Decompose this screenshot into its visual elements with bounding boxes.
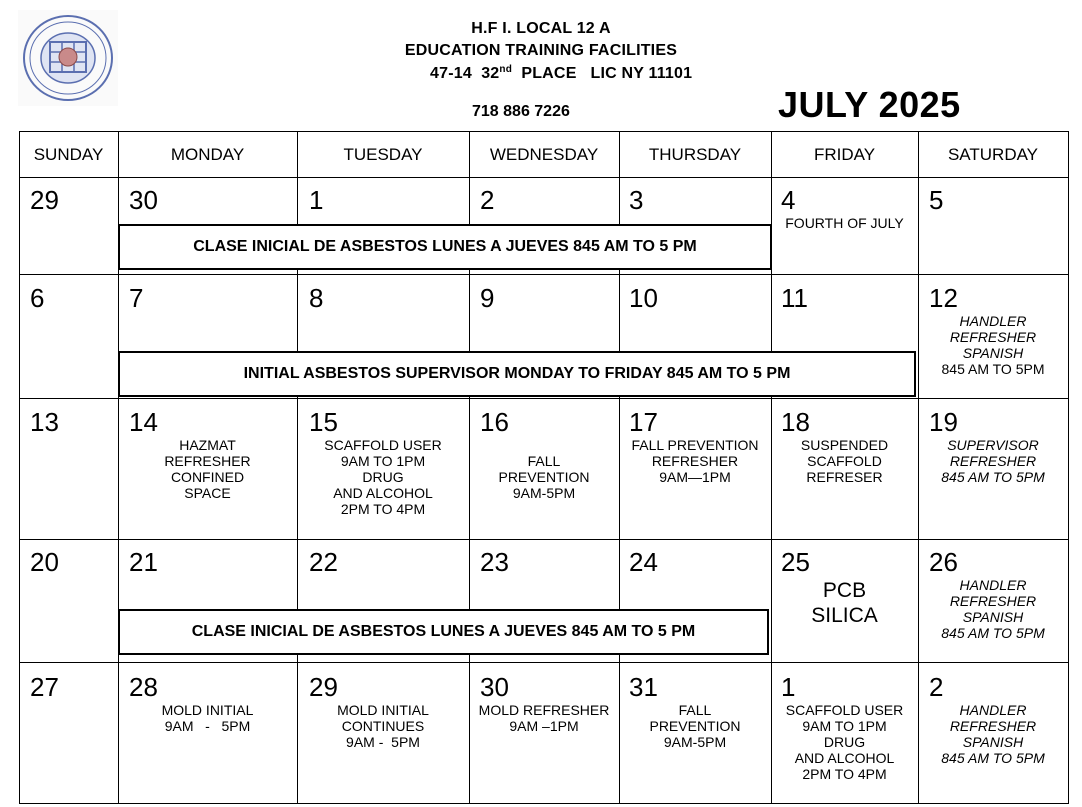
event-line: REFRESHER [949, 453, 1037, 469]
day-number: 30 [129, 185, 158, 215]
address-number: 47-14 32 [430, 65, 500, 82]
day-number: 18 [781, 407, 810, 437]
day-number: 28 [129, 672, 158, 702]
event-line: AND ALCOHOL [794, 750, 895, 766]
event-line: 9AM—1PM [659, 469, 731, 485]
event-pcb-silica [771, 578, 918, 628]
event-line: PCB [822, 579, 867, 602]
grid-line [19, 398, 1069, 399]
event-fall-prevention-refresher [619, 437, 771, 485]
day-number: 20 [30, 547, 59, 577]
day-number: 7 [129, 283, 144, 313]
grid-line [19, 803, 1069, 804]
day-number: 29 [309, 672, 338, 702]
grid-line [19, 274, 1069, 275]
event-handler-refresher [918, 577, 1068, 641]
event-line: SCAFFOLD USER [785, 702, 904, 718]
day-number: 16 [480, 407, 509, 437]
dayname-sunday: SUNDAY [33, 145, 104, 164]
event-mold-refresher [469, 702, 619, 734]
day-number: 13 [30, 407, 59, 437]
day-number: 24 [629, 547, 658, 577]
event-supervisor-refresher [918, 437, 1068, 485]
event-line: SUSPENDED [800, 437, 889, 453]
event-line: 9AM - 5PM [346, 734, 420, 750]
event-line: MOLD REFRESHER [478, 702, 610, 718]
day-number: 29 [30, 185, 59, 215]
event-line: 9AM TO 1PM [340, 453, 426, 469]
event-scaffold-user [297, 437, 469, 517]
phone-number: 718 886 7226 [472, 103, 570, 120]
event-scaffold-user [771, 702, 918, 782]
address-street: PLACE LIC NY 11101 [512, 65, 693, 82]
event-line: HANDLER [959, 702, 1027, 718]
address-suffix: nd [499, 64, 513, 75]
event-line: REFRESHER [949, 718, 1037, 734]
event-line: FALL [678, 702, 712, 718]
event-line: REFRESHER [949, 593, 1037, 609]
event-line: CONTINUES [341, 718, 425, 734]
facility-name: EDUCATION TRAINING FACILITIES [404, 42, 678, 59]
day-number: 1 [781, 672, 796, 702]
event-handler-refresher [918, 313, 1068, 377]
event-hazmat [118, 437, 297, 501]
event-line: 2PM TO 4PM [802, 766, 887, 782]
day-number: 14 [129, 407, 158, 437]
dayname-tuesday: TUESDAY [343, 145, 423, 164]
event-line: MOLD INITIAL [161, 702, 254, 718]
day-number: 31 [629, 672, 658, 702]
event-line: SPANISH [962, 734, 1024, 750]
day-number: 11 [781, 283, 808, 313]
event-line: REFRESHER [949, 329, 1037, 345]
event-line: DRUG [823, 734, 866, 750]
event-fall-prevention [619, 702, 771, 750]
event-line: SPACE [184, 485, 231, 501]
day-number: 27 [30, 672, 59, 702]
dayname-monday: MONDAY [170, 145, 245, 164]
event-handler-refresher [918, 702, 1068, 766]
event-suspended-scaffold [771, 437, 918, 485]
event-line: 9AM-5PM [512, 485, 576, 501]
day-number: 9 [480, 283, 495, 313]
event-line: SILICA [811, 604, 878, 627]
event-mold-initial-continues [297, 702, 469, 750]
event-fall-prevention [469, 453, 619, 501]
event-line: 845 AM TO 5PM [941, 469, 1045, 485]
banner-asbestos-initial-spanish: CLASE INICIAL DE ASBESTOS LUNES A JUEVES 845 AM TO 5 PM [118, 609, 769, 655]
event-line: PREVENTION [498, 469, 590, 485]
grid-line [19, 131, 20, 804]
event-line: PREVENTION [649, 718, 741, 734]
day-number: 4 [781, 185, 796, 215]
day-number: 6 [30, 283, 45, 313]
event-line: SCAFFOLD [807, 453, 882, 469]
month-title: JULY 2025 [778, 84, 961, 125]
event-line: AND ALCOHOL [333, 485, 433, 501]
day-number: 10 [629, 283, 658, 313]
day-number: 21 [129, 547, 158, 577]
day-number: 8 [309, 283, 324, 313]
day-number: 2 [929, 672, 944, 702]
event-line: SCAFFOLD USER [324, 437, 442, 453]
day-number: 25 [781, 547, 810, 577]
dayname-friday: FRIDAY [813, 145, 876, 164]
event-line: DRUG [362, 469, 404, 485]
event-line: SUPERVISOR [947, 437, 1039, 453]
day-number: 26 [929, 547, 958, 577]
event-line: FALL PREVENTION [631, 437, 759, 453]
event-line: 845 AM TO 5PM [941, 625, 1045, 641]
event-line: REFRESHER [651, 453, 739, 469]
event-line: 845 AM TO 5PM [941, 361, 1045, 377]
dayname-wednesday: WEDNESDAY [489, 145, 599, 164]
event-line: FALL [527, 453, 561, 469]
org-name: H.F I. LOCAL 12 A [471, 20, 611, 37]
event-line: 9AM –1PM [509, 718, 579, 734]
day-number: 17 [629, 407, 658, 437]
grid-line [19, 539, 1069, 540]
day-number: 12 [929, 283, 958, 313]
day-number: 22 [309, 547, 338, 577]
banner-asbestos-supervisor: INITIAL ASBESTOS SUPERVISOR MONDAY TO FRIDAY 845 AM TO 5 PM [118, 351, 916, 397]
day-number: 23 [480, 547, 509, 577]
event-line: 9AM-5PM [663, 734, 727, 750]
day-number: 15 [309, 407, 338, 437]
day-number: 5 [929, 185, 944, 215]
dayname-saturday: SATURDAY [947, 145, 1039, 164]
grid-line [19, 662, 1069, 663]
event-holiday: FOURTH OF JULY [785, 215, 904, 231]
event-line: HAZMAT [179, 437, 236, 453]
event-mold-initial [118, 702, 297, 734]
day-number: 19 [929, 407, 958, 437]
event-line: 2PM TO 4PM [340, 501, 426, 517]
event-line: MOLD INITIAL [337, 702, 429, 718]
event-line: REFRESER [806, 469, 883, 485]
day-number: 30 [480, 672, 509, 702]
event-line: SPANISH [962, 345, 1024, 361]
event-line: 9AM TO 1PM [802, 718, 887, 734]
event-line: SPANISH [962, 609, 1024, 625]
event-line: 9AM - 5PM [164, 718, 251, 734]
event-line: HANDLER [959, 313, 1027, 329]
day-number: 3 [629, 185, 644, 215]
banner-asbestos-initial-spanish: CLASE INICIAL DE ASBESTOS LUNES A JUEVES 845 AM TO 5 PM [118, 224, 772, 270]
day-number: 1 [309, 185, 324, 215]
event-line: CONFINED [170, 469, 245, 485]
grid-line [1068, 131, 1069, 804]
event-line: 845 AM TO 5PM [941, 750, 1045, 766]
event-line: REFRESHER [164, 453, 251, 469]
day-number: 2 [480, 185, 495, 215]
event-line: HANDLER [959, 577, 1027, 593]
dayname-thursday: THURSDAY [648, 145, 742, 164]
